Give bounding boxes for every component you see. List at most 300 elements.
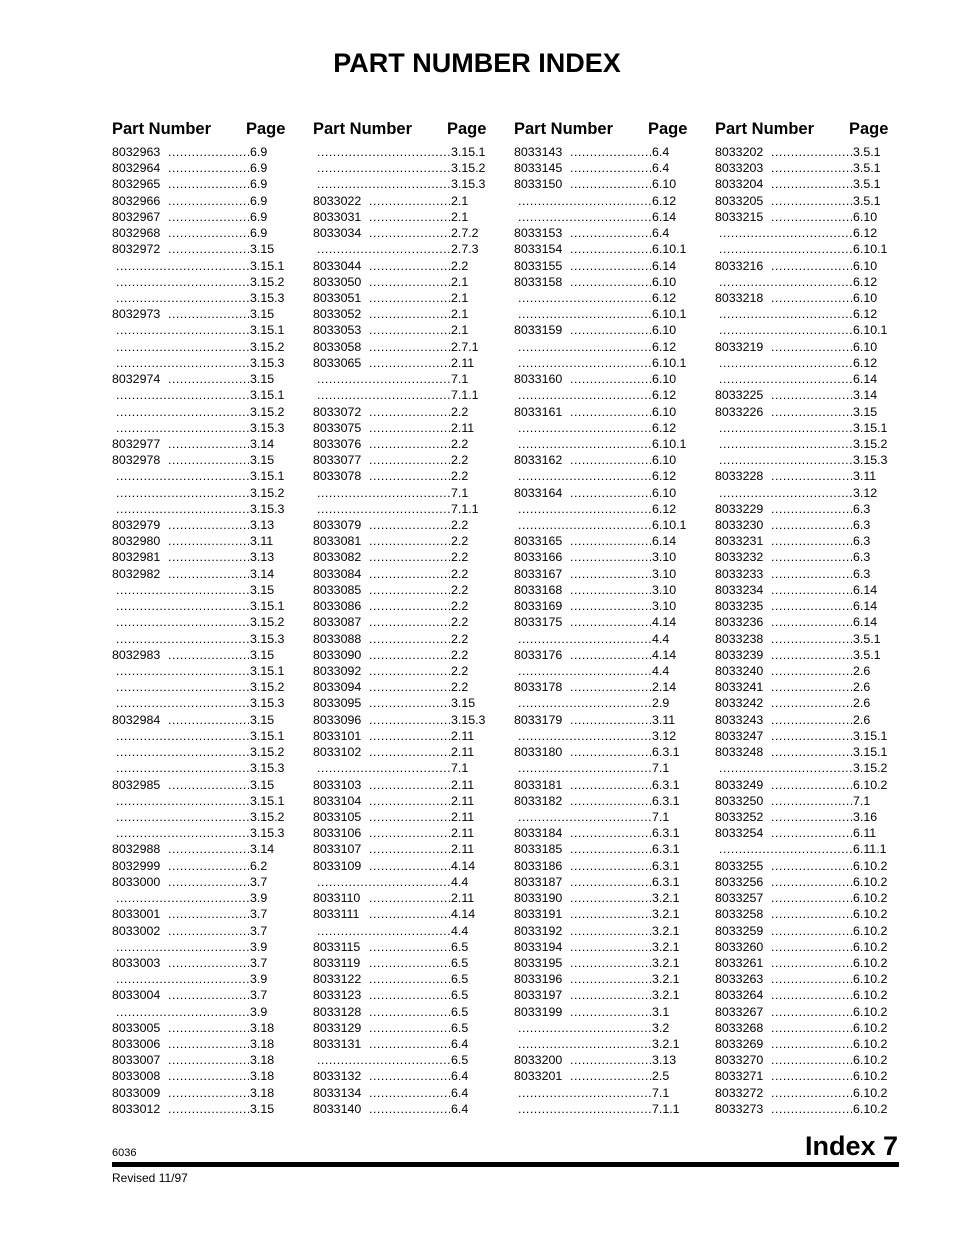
part-number: 8033186: [514, 858, 563, 873]
part-number: 8033180: [514, 745, 563, 760]
dot-leader: [116, 1004, 249, 1020]
dot-leader: [570, 955, 651, 971]
part-number: 8033250: [715, 793, 764, 808]
index-entry: [112, 1004, 290, 1020]
part-number: 8033167: [514, 566, 563, 581]
part-number: 8032979: [112, 518, 161, 533]
index-entry: [112, 241, 290, 257]
page-reference: 6.14: [652, 258, 677, 273]
page-reference: 3.14: [250, 842, 275, 857]
page-reference: 7.1.1: [652, 1101, 680, 1116]
index-entry: [112, 809, 290, 825]
page-reference: 3.2.1: [652, 955, 680, 970]
dot-leader: [317, 874, 450, 890]
part-number: 8033268: [715, 1020, 764, 1035]
dot-leader: [570, 906, 651, 922]
page-reference: 3.15.3: [250, 631, 285, 646]
index-entry: [514, 955, 692, 971]
index-entry: [313, 825, 491, 841]
part-number: 8033269: [715, 1037, 764, 1052]
part-number: 8033181: [514, 777, 563, 792]
page-reference: 6.4: [652, 161, 670, 176]
page-reference: 3.15.1: [250, 469, 285, 484]
page-reference: 6.9: [250, 177, 268, 192]
dot-leader: [570, 647, 651, 663]
page-reference: 6.10.1: [652, 242, 687, 257]
index-entry: [514, 176, 692, 192]
index-entry: [313, 290, 491, 306]
page-reference: 3.15.3: [451, 712, 486, 727]
dot-leader: [369, 858, 450, 874]
dot-leader: [116, 679, 249, 695]
index-entry: [112, 1036, 290, 1052]
dot-leader: [369, 825, 450, 841]
page-reference: 6.10.2: [853, 955, 888, 970]
index-entry: [514, 193, 692, 209]
dot-leader: [369, 452, 450, 468]
part-number: 8033051: [313, 290, 362, 305]
index-entry: [313, 598, 491, 614]
dot-leader: [116, 274, 249, 290]
page-reference: 6.5: [451, 988, 469, 1003]
part-number: 8033263: [715, 972, 764, 987]
page-reference: 6.5: [451, 1053, 469, 1068]
dot-leader: [570, 485, 651, 501]
page-reference: 6.5: [451, 972, 469, 987]
page-reference: 6.10.1: [652, 307, 687, 322]
page-reference: 3.15: [250, 242, 275, 257]
page-reference: 6.10.2: [853, 1069, 888, 1084]
index-entry: [514, 355, 692, 371]
index-entry: [313, 549, 491, 565]
dot-leader: [317, 241, 450, 257]
dot-leader: [719, 241, 852, 257]
dot-leader: [518, 290, 651, 306]
dot-leader: [771, 614, 852, 630]
page-reference: 3.5.1: [853, 647, 881, 662]
dot-leader: [518, 1101, 651, 1117]
index-entry: [514, 647, 692, 663]
dot-leader: [771, 209, 852, 225]
page-reference: 3.11: [250, 534, 274, 549]
index-entry: [514, 793, 692, 809]
index-entry: [313, 468, 491, 484]
part-number: 8033078: [313, 469, 362, 484]
index-entry: [514, 695, 692, 711]
page-reference: 2.11: [451, 809, 475, 824]
part-number: 8033187: [514, 874, 563, 889]
index-entry: [715, 404, 893, 420]
page-reference: 6.11: [853, 826, 877, 841]
part-number-header: Part Number: [514, 119, 614, 138]
page-reference: 6.3: [853, 566, 871, 581]
page-reference: 2.2: [451, 647, 469, 662]
dot-leader: [168, 436, 249, 452]
dot-leader: [369, 355, 450, 371]
dot-leader: [317, 144, 450, 160]
part-number: 8033053: [313, 323, 362, 338]
dot-leader: [116, 339, 249, 355]
dot-leader: [116, 825, 249, 841]
index-entry: [514, 1052, 692, 1068]
page-reference: 6.12: [652, 193, 677, 208]
dot-leader: [317, 923, 450, 939]
part-number: 8033195: [514, 955, 563, 970]
page-reference: 2.1: [451, 323, 469, 338]
page-reference: 6.10: [853, 209, 878, 224]
page-reference: 2.11: [451, 745, 475, 760]
dot-leader: [168, 1052, 249, 1068]
page-reference: 3.15.2: [250, 809, 285, 824]
index-entry: [514, 728, 692, 744]
index-entry: [715, 322, 893, 338]
index-entry: [112, 712, 290, 728]
index-entry: [715, 258, 893, 274]
page-reference: 2.2: [451, 664, 469, 678]
part-number: 8033088: [313, 631, 362, 646]
index-entry: [313, 452, 491, 468]
index-entry: [112, 436, 290, 452]
dot-leader: [168, 841, 249, 857]
dot-leader: [570, 241, 651, 257]
dot-leader: [369, 809, 450, 825]
dot-leader: [369, 468, 450, 484]
dot-leader: [369, 290, 450, 306]
dot-leader: [168, 712, 249, 728]
page-reference: 6.9: [250, 209, 268, 224]
dot-leader: [771, 1036, 852, 1052]
page-reference: 2.2: [451, 680, 469, 695]
dot-leader: [369, 404, 450, 420]
index-entry: [514, 468, 692, 484]
index-entry: [715, 1052, 893, 1068]
page-reference: 3.15.2: [250, 615, 285, 630]
dot-leader: [771, 517, 852, 533]
part-number: 8033145: [514, 161, 563, 176]
index-entry: [112, 290, 290, 306]
dot-leader: [168, 306, 249, 322]
index-entry: [112, 939, 290, 955]
page-reference: 3.15.1: [250, 728, 285, 743]
page-reference: 6.10.2: [853, 1101, 888, 1116]
part-number: 8033233: [715, 566, 764, 581]
dot-leader: [771, 906, 852, 922]
page-reference: 6.3: [853, 534, 871, 549]
index-entry: [112, 322, 290, 338]
page-reference: 2.1: [451, 193, 469, 208]
index-entry: [514, 939, 692, 955]
page-reference: 3.15.3: [250, 826, 285, 841]
index-entry: [715, 517, 893, 533]
part-number: 8032967: [112, 209, 161, 224]
page-reference: 6.5: [451, 1020, 469, 1035]
page-header: Page: [447, 119, 487, 138]
dot-leader: [369, 306, 450, 322]
page-reference: 3.18: [250, 1053, 275, 1068]
part-number: 8033084: [313, 566, 362, 581]
dot-leader: [116, 322, 249, 338]
index-entry: [715, 371, 893, 387]
index-entry: [514, 614, 692, 630]
page-header: Page: [648, 119, 688, 138]
part-number: 8033001: [112, 907, 161, 922]
index-entry: [313, 1085, 491, 1101]
index-entry: [112, 728, 290, 744]
part-number: 8033229: [715, 501, 764, 516]
page-reference: 6.12: [652, 420, 677, 435]
index-entry: [514, 306, 692, 322]
dot-leader: [317, 387, 450, 403]
index-entry: [715, 193, 893, 209]
dot-leader: [719, 485, 852, 501]
part-number: 8032972: [112, 242, 161, 257]
index-entry: [514, 858, 692, 874]
index-rows: [313, 144, 491, 1117]
part-number: 8033005: [112, 1020, 161, 1035]
page-reference: 3.12: [652, 728, 677, 743]
index-entry: [313, 728, 491, 744]
page-reference: 3.13: [250, 518, 275, 533]
part-number: 8033123: [313, 988, 362, 1003]
index-entry: [112, 760, 290, 776]
index-entry: [313, 793, 491, 809]
index-entry: [715, 209, 893, 225]
part-number: 8033240: [715, 664, 764, 678]
dot-leader: [116, 728, 249, 744]
page-reference: 6.10.2: [853, 972, 888, 987]
dot-leader: [771, 176, 852, 192]
dot-leader: [570, 679, 651, 695]
page-reference: 3.15.1: [250, 258, 285, 273]
page-reference: 3.15: [853, 404, 878, 419]
dot-leader: [570, 533, 651, 549]
index-entry: [514, 404, 692, 420]
part-number: 8033175: [514, 615, 563, 630]
page-reference: 3.10: [652, 599, 677, 614]
dot-leader: [168, 371, 249, 387]
part-number: 8033132: [313, 1069, 362, 1084]
page-reference: 6.10: [853, 290, 878, 305]
index-entry: [715, 1004, 893, 1020]
part-number: 8033215: [715, 209, 764, 224]
index-entry: [313, 1052, 491, 1068]
dot-leader: [369, 1068, 450, 1084]
part-number: 8033004: [112, 988, 161, 1003]
page-reference: 3.15.1: [250, 599, 285, 614]
index-entry: [514, 501, 692, 517]
dot-leader: [369, 777, 450, 793]
dot-leader: [518, 468, 651, 484]
index-entry: [715, 566, 893, 582]
page-reference: 4.14: [652, 647, 677, 662]
page-reference: 6.10.2: [853, 1004, 888, 1019]
dot-leader: [518, 631, 651, 647]
page-reference: 6.5: [451, 955, 469, 970]
part-number: 8033165: [514, 534, 563, 549]
page-reference: 3.18: [250, 1020, 275, 1035]
page-reference: 3.18: [250, 1037, 275, 1052]
index-entry: [715, 890, 893, 906]
page-reference: 2.7.2: [451, 226, 479, 241]
part-number: 8033230: [715, 518, 764, 533]
part-number-header: Part Number: [715, 119, 815, 138]
dot-leader: [570, 939, 651, 955]
part-number: 8033119: [313, 955, 361, 970]
part-number: 8033105: [313, 809, 362, 824]
page-reference: 3.2.1: [652, 1037, 680, 1052]
dot-leader: [570, 144, 651, 160]
index-entry: [514, 841, 692, 857]
dot-leader: [168, 647, 249, 663]
dot-leader: [518, 760, 651, 776]
dot-leader: [771, 1004, 852, 1020]
part-number: 8032985: [112, 777, 161, 792]
part-number: 8033169: [514, 599, 563, 614]
part-number: 8033247: [715, 728, 764, 743]
index-entry: [112, 225, 290, 241]
part-number: 8033094: [313, 680, 362, 695]
part-number: 8032966: [112, 193, 161, 208]
index-entry: [514, 631, 692, 647]
part-number: 8033150: [514, 177, 563, 192]
dot-leader: [116, 760, 249, 776]
page-reference: 3.15: [250, 307, 275, 322]
dot-leader: [771, 939, 852, 955]
dot-leader: [168, 517, 249, 533]
index-rows: [514, 144, 692, 1117]
index-entry: [112, 193, 290, 209]
index-entry: [715, 971, 893, 987]
index-entry: [715, 841, 893, 857]
dot-leader: [369, 322, 450, 338]
page-reference: 3.7: [250, 874, 268, 889]
part-number: 8033168: [514, 582, 563, 597]
page-reference: 2.6: [853, 664, 871, 678]
dot-leader: [771, 193, 852, 209]
index-entry: [313, 258, 491, 274]
part-number: 8033143: [514, 145, 563, 159]
dot-leader: [570, 841, 651, 857]
dot-leader: [771, 679, 852, 695]
dot-leader: [317, 160, 450, 176]
dot-leader: [719, 436, 852, 452]
dot-leader: [719, 452, 852, 468]
index-entry: [313, 387, 491, 403]
part-number: 8033044: [313, 258, 362, 273]
page-reference: 6.9: [250, 145, 268, 159]
page-reference: 6.9: [250, 226, 268, 241]
index-entry: [715, 614, 893, 630]
dot-leader: [570, 176, 651, 192]
page-reference: 6.10.2: [853, 874, 888, 889]
dot-leader: [570, 777, 651, 793]
index-entry: [715, 144, 893, 160]
part-number: 8033115: [313, 939, 361, 954]
index-entry: [112, 420, 290, 436]
page-reference: 2.1: [451, 307, 469, 322]
page-reference: 2.7.3: [451, 242, 479, 257]
dot-leader: [570, 404, 651, 420]
index-entry: [112, 793, 290, 809]
dot-leader: [168, 225, 249, 241]
index-entry: [313, 420, 491, 436]
page-reference: 2.2: [451, 566, 469, 581]
page-reference: 6.4: [451, 1069, 469, 1084]
part-number: 8033103: [313, 777, 362, 792]
dot-leader: [168, 193, 249, 209]
index-entry: [514, 582, 692, 598]
part-number: 8033000: [112, 874, 161, 889]
part-number: 8033159: [514, 323, 563, 338]
page-reference: 3.15: [451, 696, 476, 711]
index-entry: [715, 728, 893, 744]
part-number: 8033002: [112, 923, 161, 938]
page-reference: 6.10.2: [853, 1020, 888, 1035]
page-reference: 6.10: [853, 258, 878, 273]
dot-leader: [116, 663, 249, 679]
part-number: 8032963: [112, 145, 161, 159]
page-reference: 3.9: [250, 891, 268, 906]
page-reference: 6.3.1: [652, 777, 680, 792]
dot-leader: [719, 355, 852, 371]
index-entry: [112, 533, 290, 549]
page-reference: 6.9: [250, 193, 268, 208]
index-entry: [715, 744, 893, 760]
index-entry: [112, 695, 290, 711]
dot-leader: [771, 744, 852, 760]
part-number: 8033022: [313, 193, 362, 208]
dot-leader: [317, 176, 450, 192]
dot-leader: [116, 582, 249, 598]
part-number: 8033267: [715, 1004, 764, 1019]
page-reference: 3.15.2: [250, 680, 285, 695]
part-number: 8033086: [313, 599, 362, 614]
page-reference: 2.11: [451, 842, 475, 857]
page-reference: 6.10.2: [853, 1037, 888, 1052]
index-entry: [313, 760, 491, 776]
index-entry: [514, 890, 692, 906]
index-column-1: [112, 116, 290, 1117]
index-entry: [715, 501, 893, 517]
page-reference: 6.2: [250, 858, 268, 873]
part-number: 8033077: [313, 453, 362, 468]
dot-leader: [771, 809, 852, 825]
index-column-2: [313, 116, 491, 1117]
index-entry: [715, 1101, 893, 1117]
part-number: 8033241: [715, 680, 764, 695]
part-number: 8033082: [313, 550, 362, 565]
page-reference: 3.15.2: [250, 404, 285, 419]
page-reference: 6.10.2: [853, 907, 888, 922]
dot-leader: [518, 193, 651, 209]
index-entry: [112, 209, 290, 225]
dot-leader: [116, 793, 249, 809]
dot-leader: [570, 987, 651, 1003]
dot-leader: [771, 923, 852, 939]
index-entry: [112, 614, 290, 630]
part-number: 8033216: [715, 258, 764, 273]
part-number: 8033131: [313, 1037, 362, 1052]
dot-leader: [168, 1036, 249, 1052]
index-entry: [313, 355, 491, 371]
index-entry: [313, 517, 491, 533]
index-entry: [715, 436, 893, 452]
index-entry: [313, 209, 491, 225]
dot-leader: [771, 566, 852, 582]
index-entry: [514, 777, 692, 793]
page-reference: 6.10.1: [652, 518, 687, 533]
part-number: 8032965: [112, 177, 161, 192]
